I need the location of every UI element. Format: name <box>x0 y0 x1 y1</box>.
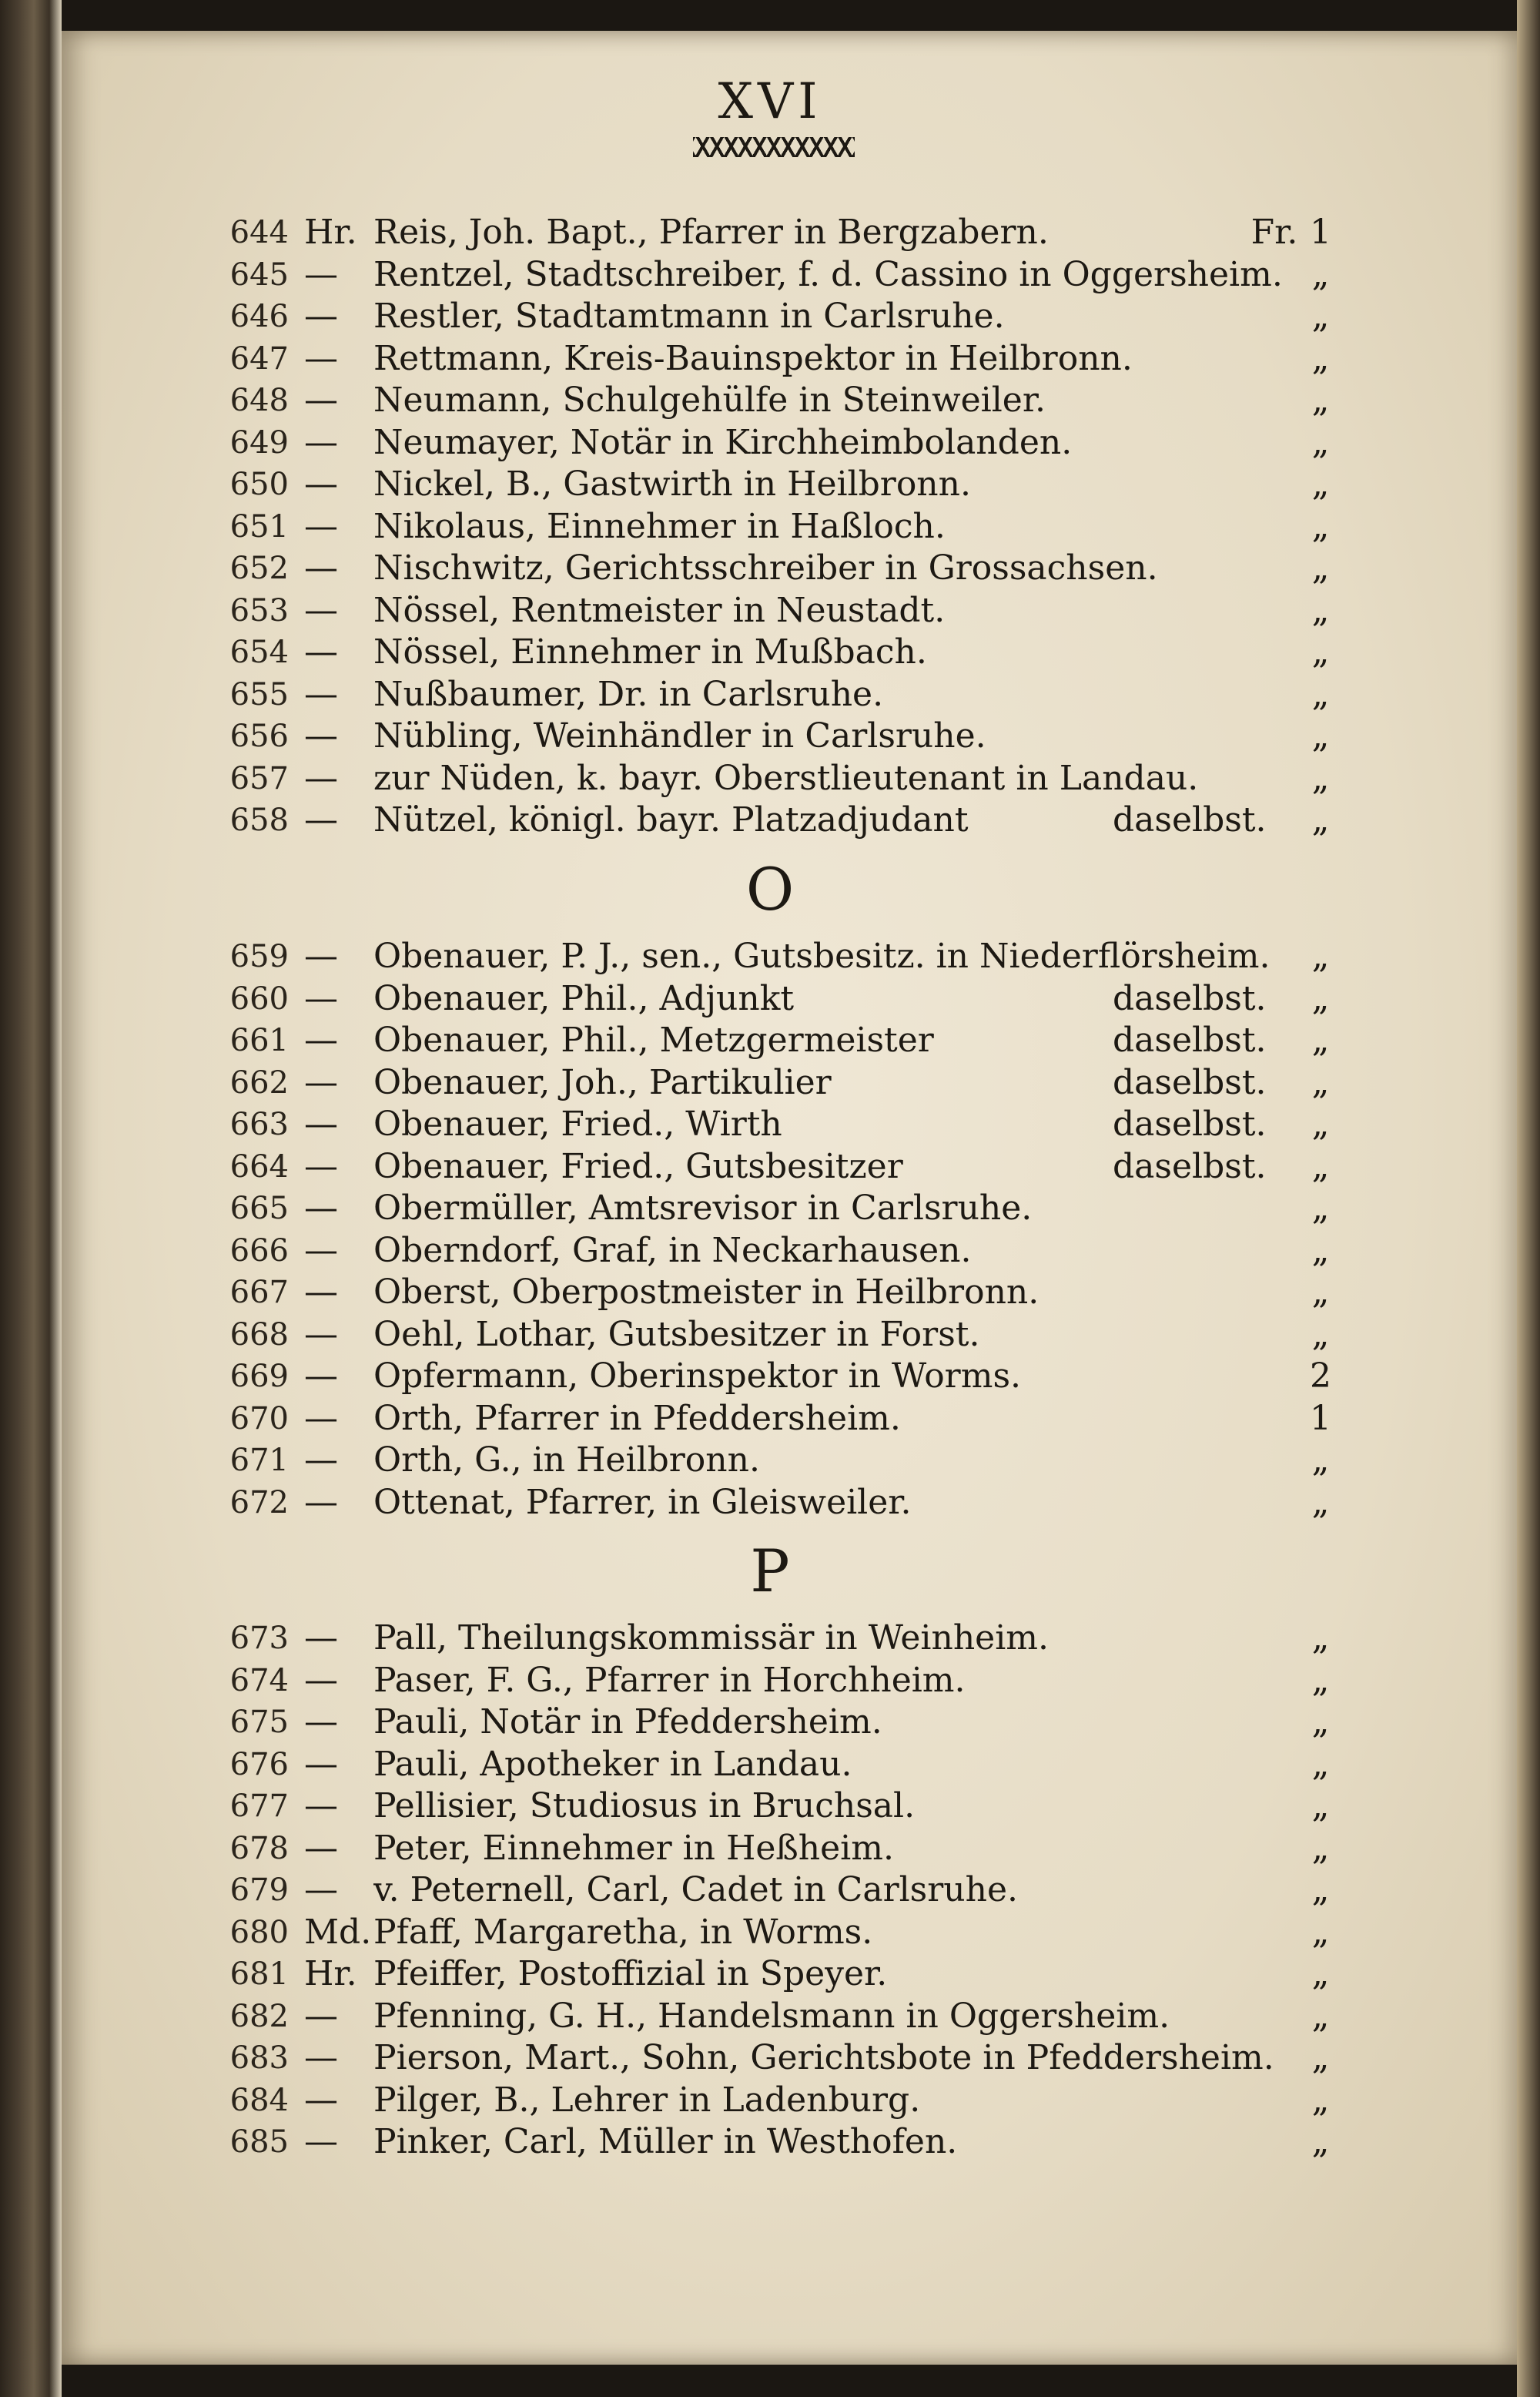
list-entry <box>204 1618 1359 1659</box>
entry-amount: „ <box>1311 2080 1330 2120</box>
list-entry <box>204 800 1359 841</box>
entry-prefix: — <box>304 1147 338 1186</box>
entry-number: 673 <box>229 1621 289 1656</box>
entry-amount: „ <box>1311 1231 1330 1270</box>
list-entry <box>204 464 1359 505</box>
entry-number: 655 <box>229 677 289 712</box>
entry-amount: „ <box>1311 1147 1330 1186</box>
entry-amount: „ <box>1311 2038 1330 2077</box>
entry-name: Neumayer, Notär in Kirchheimbolanden. <box>373 423 1073 462</box>
entry-amount: „ <box>1311 937 1330 976</box>
entry-number: 651 <box>229 509 289 545</box>
entry-amount: „ <box>1311 1954 1330 1993</box>
list-entry <box>204 1440 1359 1481</box>
entry-number: 670 <box>229 1401 289 1437</box>
entry-prefix: — <box>304 1399 338 1438</box>
entry-prefix: — <box>304 1272 338 1312</box>
entry-name: Oberst, Oberpostmeister in Heilbronn. <box>373 1272 1040 1312</box>
entry-name: Pinker, Carl, Müller in Westhofen. <box>373 2122 958 2161</box>
entry-number: 667 <box>229 1275 289 1310</box>
list-entry <box>204 2121 1359 2163</box>
entry-prefix: — <box>304 1829 338 1868</box>
entry-prefix: — <box>304 255 338 294</box>
entry-number: 650 <box>229 467 289 502</box>
section-heading-p: P <box>750 1537 790 1605</box>
list-entry <box>204 1660 1359 1701</box>
entry-prefix: — <box>304 1870 338 1909</box>
list-entry <box>204 1230 1359 1272</box>
entry-amount: „ <box>1311 2122 1330 2161</box>
entry-prefix: — <box>304 1745 338 1784</box>
entry-number: 682 <box>229 1999 289 2034</box>
entry-amount: „ <box>1311 1105 1330 1144</box>
entry-name: Pfaff, Margaretha, in Worms. <box>373 1913 873 1952</box>
entry-prefix: — <box>304 2080 338 2120</box>
page-title: XVI <box>718 73 822 130</box>
entry-amount: „ <box>1311 423 1330 462</box>
entry-name: Obermüller, Amtsrevisor in Carlsruhe. <box>373 1188 1033 1228</box>
entry-prefix: — <box>304 937 338 976</box>
entry-prefix: Md. <box>304 1913 372 1952</box>
list-entry <box>204 212 1359 253</box>
entry-number: 684 <box>229 2083 289 2118</box>
entry-prefix: — <box>304 1661 338 1700</box>
entry-location: daselbst. <box>1113 979 1267 1018</box>
entry-amount: „ <box>1311 1440 1330 1480</box>
entry-amount: „ <box>1311 800 1330 840</box>
entry-prefix: — <box>304 1996 338 2036</box>
entry-prefix: — <box>304 464 338 504</box>
entry-prefix: — <box>304 1702 338 1742</box>
entry-name: Reis, Joh. Bapt., Pfarrer in Bergzabern. <box>373 213 1049 252</box>
entry-name: Obenauer, Phil., Adjunkt <box>373 979 795 1018</box>
entry-number: 661 <box>229 1023 289 1058</box>
entry-amount: „ <box>1311 1996 1330 2036</box>
entry-name: Pauli, Apotheker in Landau. <box>373 1745 852 1784</box>
entry-number: 653 <box>229 593 289 629</box>
entry-prefix: — <box>304 800 338 840</box>
entry-name: Pierson, Mart., Sohn, Gerichtsbote in Pfeddersheim. <box>373 2038 1274 2077</box>
entry-prefix: Hr. <box>304 1954 357 1993</box>
entry-number: 668 <box>229 1317 289 1353</box>
entry-number: 644 <box>229 215 289 250</box>
entry-amount: „ <box>1311 1661 1330 1700</box>
entry-prefix: — <box>304 423 338 462</box>
list-entry <box>204 1912 1359 1953</box>
entry-name: Nössel, Rentmeister in Neustadt. <box>373 591 946 630</box>
entry-prefix: Hr. <box>304 213 357 252</box>
entry-name: Obenauer, Phil., Metzgermeister <box>373 1021 934 1060</box>
entry-amount: „ <box>1311 1063 1330 1102</box>
entry-amount: „ <box>1311 548 1330 588</box>
list-entry <box>204 254 1359 296</box>
entry-amount: 2 <box>1310 1356 1331 1396</box>
entry-name: Pfenning, G. H., Handelsmann in Oggersheim. <box>373 1996 1170 2036</box>
entry-prefix: — <box>304 381 338 420</box>
entry-number: 666 <box>229 1233 289 1269</box>
entry-number: 654 <box>229 635 289 670</box>
list-entry <box>204 590 1359 632</box>
entry-name: v. Peternell, Carl, Cadet in Carlsruhe. <box>373 1870 1018 1909</box>
entry-prefix: — <box>304 716 338 756</box>
entry-amount: 1 <box>1310 213 1331 252</box>
entry-name: Nischwitz, Gerichtsschreiber in Grossachsen. <box>373 548 1158 588</box>
entry-amount: „ <box>1311 591 1330 630</box>
entry-amount: „ <box>1311 464 1330 504</box>
entry-number: 646 <box>229 299 289 334</box>
entry-name: Orth, Pfarrer in Pfeddersheim. <box>373 1399 901 1438</box>
list-entry <box>204 1701 1359 1743</box>
entry-number: 652 <box>229 551 289 586</box>
entry-number: 671 <box>229 1443 289 1478</box>
entry-amount: „ <box>1311 1702 1330 1742</box>
entry-prefix: — <box>304 759 338 798</box>
entry-name: Peter, Einnehmer in Heßheim. <box>373 1829 894 1868</box>
entry-number: 656 <box>229 719 289 754</box>
entry-name: Oehl, Lothar, Gutsbesitzer in Forst. <box>373 1315 980 1354</box>
list-entry <box>204 506 1359 548</box>
entry-amount: „ <box>1311 1315 1330 1354</box>
entry-prefix: — <box>304 979 338 1018</box>
entry-name: Obenauer, P. J., sen., Gutsbesitz. in Niederflörsheim. <box>373 937 1270 976</box>
list-entry <box>204 674 1359 716</box>
entry-name: Rettmann, Kreis-Bauinspektor in Heilbronn. <box>373 339 1133 378</box>
entry-number: 681 <box>229 1956 289 1992</box>
entry-location: daselbst. <box>1113 800 1267 840</box>
entry-number: 677 <box>229 1789 289 1824</box>
entry-prefix: — <box>304 1021 338 1060</box>
list-entry <box>204 1996 1359 2037</box>
list-entry <box>204 338 1359 380</box>
entry-name: Paser, F. G., Pfarrer in Horchheim. <box>373 1661 966 1700</box>
list-entry <box>204 296 1359 337</box>
entry-location: daselbst. <box>1113 1021 1267 1060</box>
entry-amount: „ <box>1311 1745 1330 1784</box>
entry-number: 665 <box>229 1191 289 1226</box>
entry-amount: „ <box>1311 716 1330 756</box>
entry-name: Nübling, Weinhändler in Carlsruhe. <box>373 716 986 756</box>
entry-name: Pauli, Notär in Pfeddersheim. <box>373 1702 882 1742</box>
entry-prefix: — <box>304 297 338 336</box>
entry-name: Nössel, Einnehmer in Mußbach. <box>373 632 927 672</box>
list-entry <box>204 1146 1359 1188</box>
currency-label: Fr. <box>1250 213 1298 252</box>
entry-prefix: — <box>304 2038 338 2077</box>
entry-name: Pfeiffer, Postoffizial in Speyer. <box>373 1954 888 1993</box>
entry-name: Rentzel, Stadtschreiber, f. d. Cassino in Oggersheim. <box>373 255 1283 294</box>
entry-name: Nußbaumer, Dr. in Carlsruhe. <box>373 675 884 714</box>
entry-name: Neumann, Schulgehülfe in Steinweiler. <box>373 381 1046 420</box>
list-entry <box>204 1272 1359 1313</box>
entry-amount: „ <box>1311 297 1330 336</box>
entry-number: 676 <box>229 1747 289 1782</box>
entry-amount: „ <box>1311 1618 1330 1658</box>
list-entry <box>204 380 1359 421</box>
entry-amount: „ <box>1311 1829 1330 1868</box>
entry-amount: „ <box>1311 1021 1330 1060</box>
entry-prefix: — <box>304 1618 338 1658</box>
entry-prefix: — <box>304 591 338 630</box>
list-entry <box>204 2080 1359 2121</box>
entry-amount: „ <box>1311 1188 1330 1228</box>
entry-name: Nützel, königl. bayr. Platzadjudant <box>373 800 969 840</box>
entry-name: Obenauer, Fried., Gutsbesitzer <box>373 1147 903 1186</box>
entry-number: 658 <box>229 803 289 838</box>
entry-name: Pall, Theilungskommissär in Weinheim. <box>373 1618 1049 1658</box>
entry-number: 675 <box>229 1705 289 1740</box>
entry-amount: „ <box>1311 1483 1330 1522</box>
list-entry <box>204 422 1359 464</box>
entry-number: 680 <box>229 1915 289 1950</box>
entry-prefix: — <box>304 1483 338 1522</box>
entry-number: 679 <box>229 1872 289 1908</box>
entry-prefix: — <box>304 632 338 672</box>
entry-number: 664 <box>229 1149 289 1185</box>
entry-name: Nikolaus, Einnehmer in Haßloch. <box>373 507 946 546</box>
entry-amount: „ <box>1311 507 1330 546</box>
entry-prefix: — <box>304 2122 338 2161</box>
entry-number: 662 <box>229 1065 289 1101</box>
list-entry <box>204 1020 1359 1061</box>
entry-prefix: — <box>304 1231 338 1270</box>
entry-amount: „ <box>1311 632 1330 672</box>
entry-prefix: — <box>304 548 338 588</box>
entry-name: Ottenat, Pfarrer, in Gleisweiler. <box>373 1483 912 1522</box>
list-entry <box>204 1188 1359 1229</box>
list-entry <box>204 1356 1359 1397</box>
entry-prefix: — <box>304 507 338 546</box>
list-entry <box>204 1869 1359 1911</box>
list-entry <box>204 758 1359 800</box>
list-entry <box>204 1062 1359 1104</box>
entry-amount: „ <box>1311 339 1330 378</box>
entry-number: 649 <box>229 425 289 461</box>
entry-amount: „ <box>1311 1870 1330 1909</box>
entry-prefix: — <box>304 1105 338 1144</box>
list-entry <box>204 1314 1359 1356</box>
entry-location: daselbst. <box>1113 1063 1267 1102</box>
list-entry <box>204 1482 1359 1524</box>
entry-prefix: — <box>304 1786 338 1825</box>
entry-location: daselbst. <box>1113 1147 1267 1186</box>
entry-number: 648 <box>229 383 289 418</box>
list-entry <box>204 1744 1359 1785</box>
entry-name: Nickel, B., Gastwirth in Heilbronn. <box>373 464 971 504</box>
entry-number: 645 <box>229 257 289 293</box>
entry-amount: 1 <box>1310 1399 1331 1438</box>
entry-number: 669 <box>229 1359 289 1394</box>
list-entry <box>204 632 1359 673</box>
entry-number: 685 <box>229 2124 289 2160</box>
entry-amount: „ <box>1311 1272 1330 1312</box>
list-entry <box>204 1398 1359 1440</box>
entry-name: Pilger, B., Lehrer in Ladenburg. <box>373 2080 921 2120</box>
entry-name: Opfermann, Oberinspektor in Worms. <box>373 1356 1022 1396</box>
entry-name: Obenauer, Joh., Partikulier <box>373 1063 832 1102</box>
list-entry <box>204 936 1359 977</box>
entry-amount: „ <box>1311 1913 1330 1952</box>
entry-prefix: — <box>304 1188 338 1228</box>
entry-prefix: — <box>304 1063 338 1102</box>
entry-amount: „ <box>1311 759 1330 798</box>
list-entry <box>204 1953 1359 1995</box>
entry-number: 678 <box>229 1831 289 1866</box>
entry-number: 659 <box>229 939 289 974</box>
entry-number: 647 <box>229 341 289 377</box>
entry-number: 674 <box>229 1663 289 1698</box>
list-entry <box>204 2037 1359 2079</box>
entry-name: Restler, Stadtamtmann in Carlsruhe. <box>373 297 1005 336</box>
entry-prefix: — <box>304 339 338 378</box>
entry-name: Obenauer, Fried., Wirth <box>373 1105 782 1144</box>
list-entry <box>204 1828 1359 1869</box>
entry-amount: „ <box>1311 381 1330 420</box>
entry-number: 663 <box>229 1107 289 1142</box>
entry-name: Pellisier, Studiosus in Bruchsal. <box>373 1786 916 1825</box>
entry-number: 660 <box>229 981 289 1017</box>
entry-number: 657 <box>229 761 289 796</box>
entry-amount: „ <box>1311 1786 1330 1825</box>
list-entry <box>204 978 1359 1020</box>
entry-name: Oberndorf, Graf, in Neckarhausen. <box>373 1231 972 1270</box>
list-entry <box>204 716 1359 757</box>
entry-location: daselbst. <box>1113 1105 1267 1144</box>
list-entry <box>204 548 1359 589</box>
entry-prefix: — <box>304 675 338 714</box>
entry-prefix: — <box>304 1440 338 1480</box>
entry-number: 683 <box>229 2040 289 2076</box>
entry-amount: „ <box>1311 675 1330 714</box>
entry-name: Orth, G., in Heilbronn. <box>373 1440 760 1480</box>
list-entry <box>204 1785 1359 1827</box>
entry-number: 672 <box>229 1485 289 1520</box>
section-heading-o: O <box>745 855 795 924</box>
entry-prefix: — <box>304 1356 338 1396</box>
entry-amount: „ <box>1311 979 1330 1018</box>
list-entry <box>204 1104 1359 1145</box>
entry-amount: „ <box>1311 255 1330 294</box>
entry-prefix: — <box>304 1315 338 1354</box>
entry-name: zur Nüden, k. bayr. Oberstlieutenant in Landau. <box>373 759 1199 798</box>
